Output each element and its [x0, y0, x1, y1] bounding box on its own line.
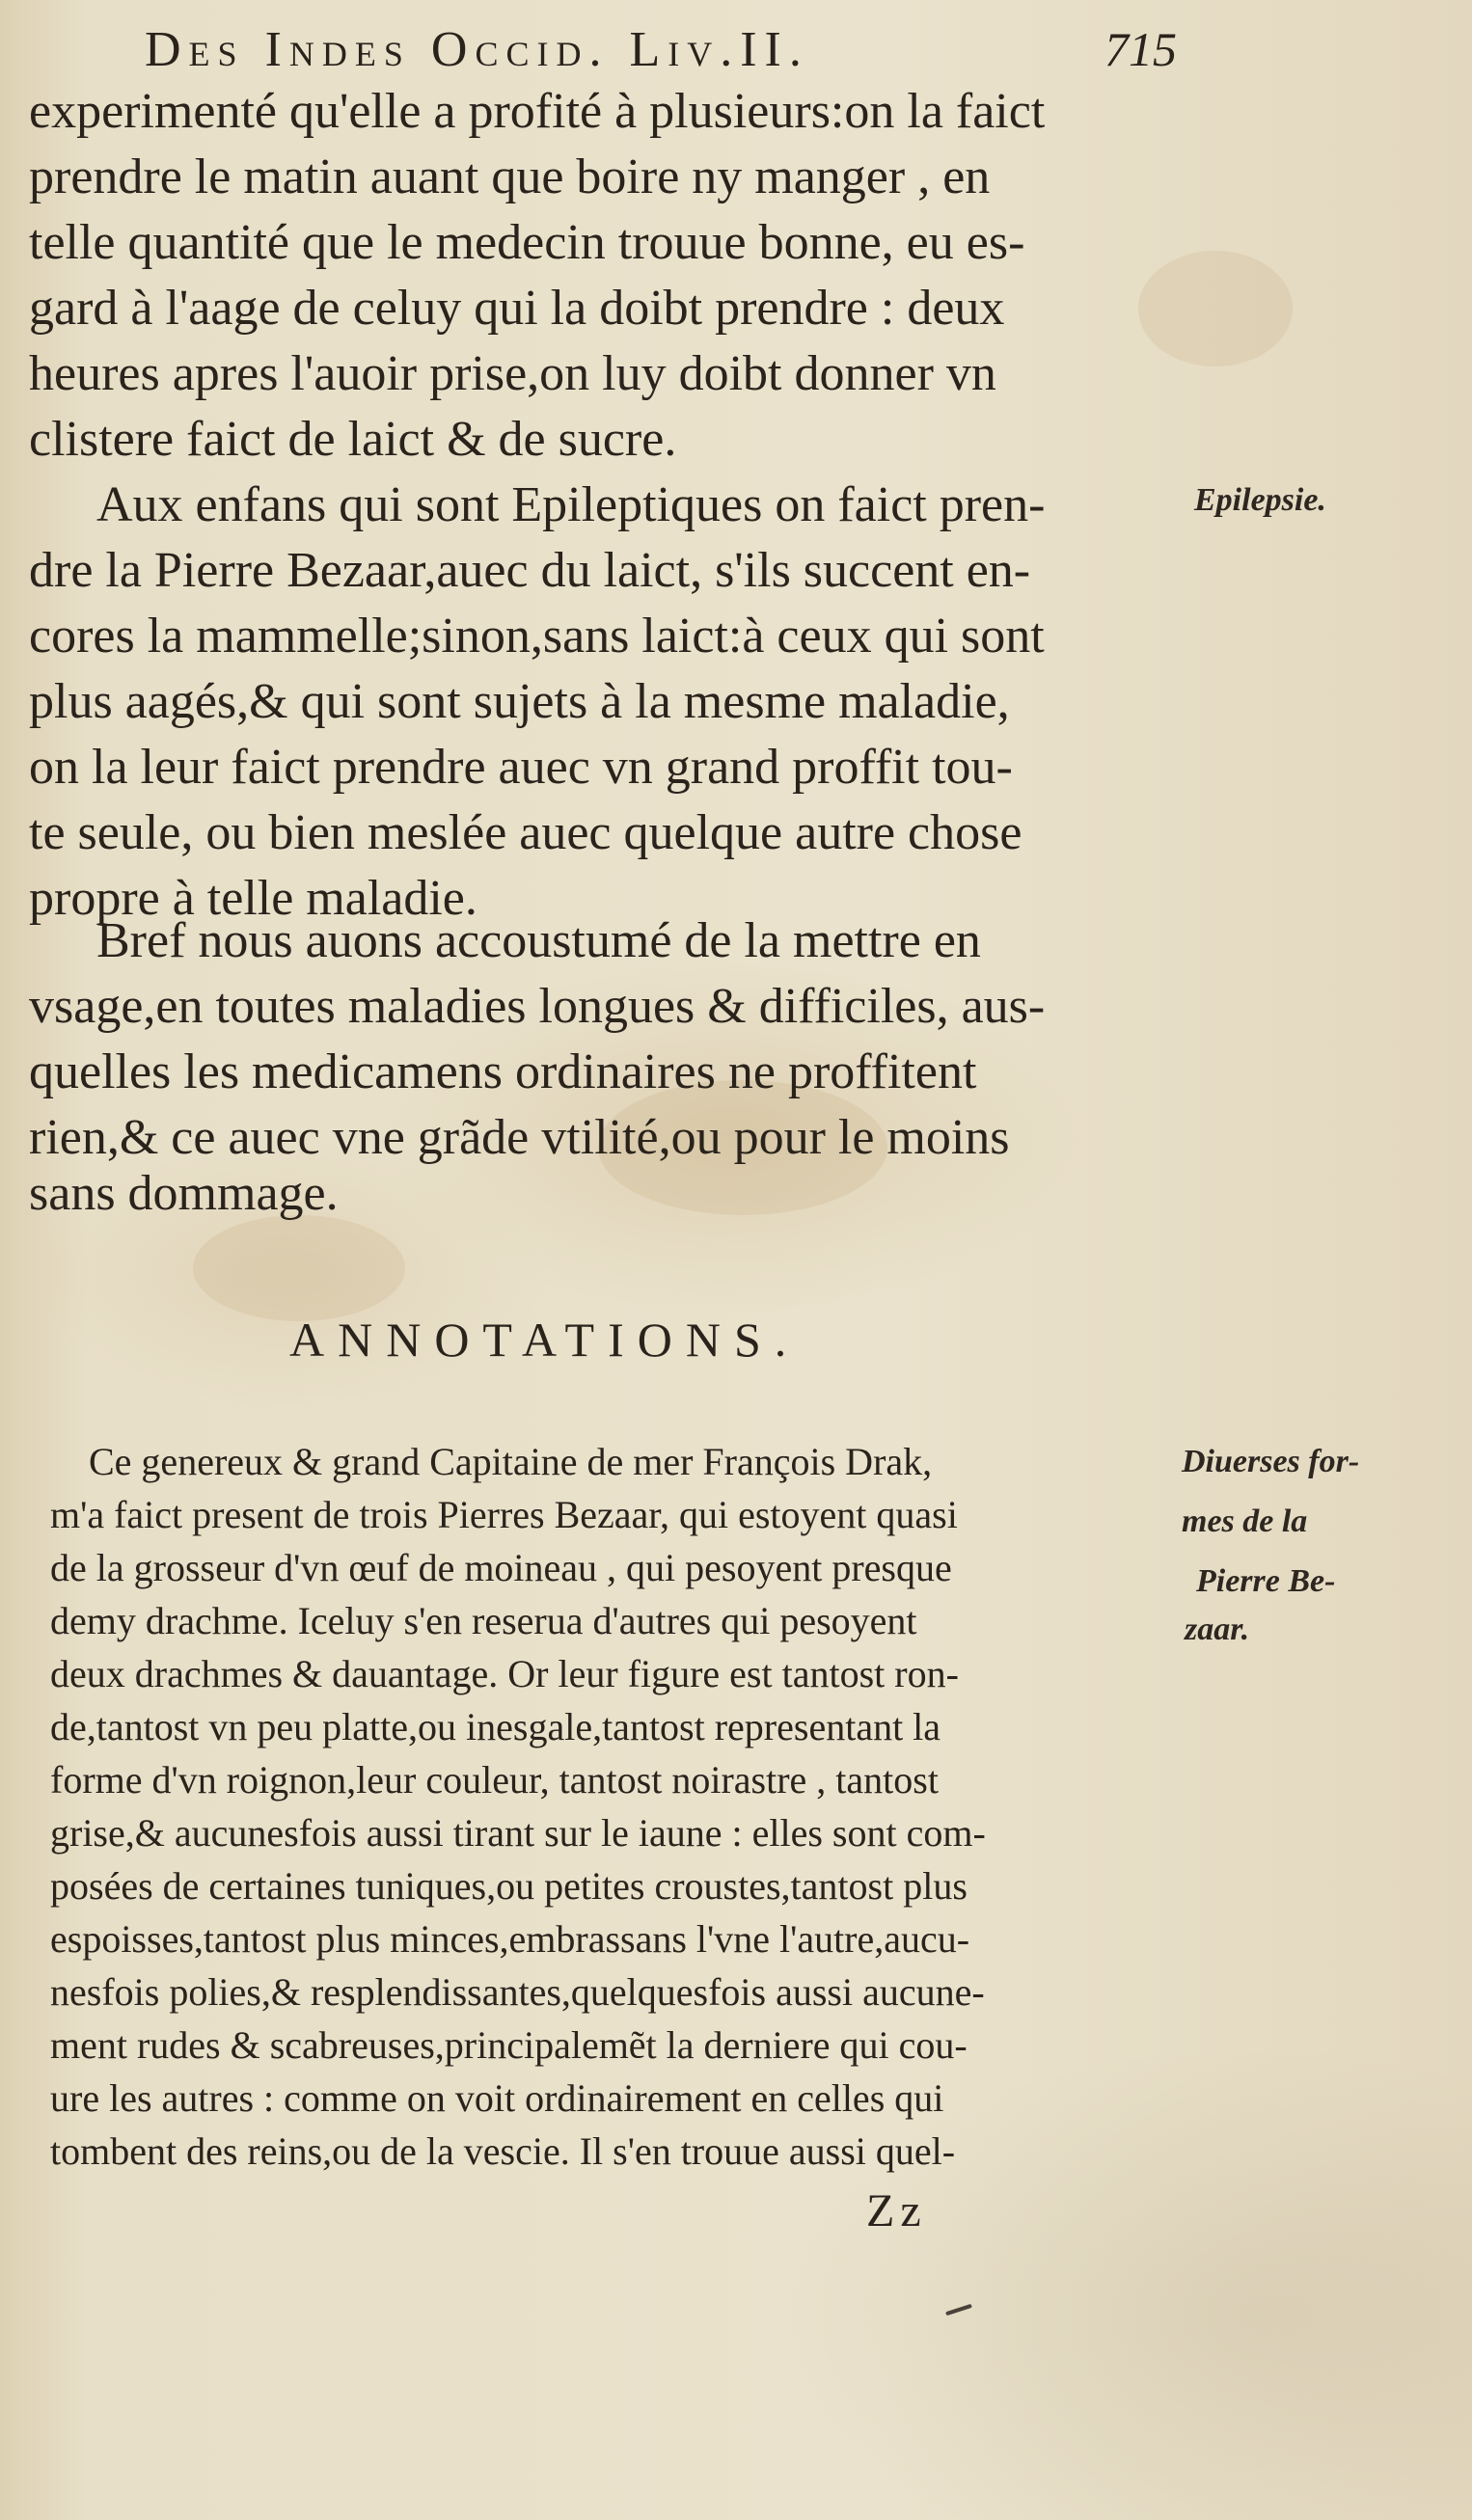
body-line: propre à telle maladie. — [29, 871, 477, 926]
annotation-line: demy drachme. Iceluy s'en reserua d'autres qui pesoyent — [50, 1599, 917, 1642]
body-line: quelles les medicamens ordinaires ne proffitent — [29, 1044, 977, 1099]
annotation-line: tombent des reins,ou de la vescie. Il s'en trouue aussi quel- — [50, 2129, 956, 2173]
body-line: Bref nous auons accoustumé de la mettre en — [96, 913, 981, 968]
margin-note-epilepsie: Epilepsie. — [1194, 482, 1326, 518]
water-stain — [193, 1215, 405, 1321]
annotation-line: nesfois polies,& resplendissantes,quelquesfois aussi aucune- — [50, 1970, 985, 2014]
body-line: dre la Pierre Bezaar,auec du laict, s'ils succent en- — [29, 543, 1031, 598]
annotation-line: grise,& aucunesfois aussi tirant sur le iaune : elles sont com- — [50, 1811, 986, 1855]
running-title: Des Indes Occid. Liv.II. — [145, 22, 809, 77]
body-line: cores la mammelle;sinon,sans laict:à ceux qui sont — [29, 609, 1045, 664]
body-line: te seule, ou bien meslée auec quelque autre chose — [29, 805, 1022, 860]
annotation-line: posées de certaines tuniques,ou petites croustes,tantost plus — [50, 1864, 968, 1908]
margin-note-diverses: Diuerses for- — [1182, 1444, 1360, 1479]
body-line: experimenté qu'elle a profité à plusieurs:on la faict — [29, 84, 1046, 139]
body-line: gard à l'aage de celuy qui la doibt prendre : deux — [29, 281, 1005, 336]
body-line: prendre le matin auant que boire ny manger , en — [29, 149, 991, 204]
body-line: sans dommage. — [29, 1166, 339, 1221]
annotations-heading: ANNOTATIONS. — [289, 1313, 801, 1367]
annotation-line: de la grosseur d'vn œuf de moineau , qui pesoyent presque — [50, 1546, 952, 1589]
annotation-line: Ce genereux & grand Capitaine de mer François Drak, — [89, 1440, 933, 1483]
body-line: on la leur faict prendre auec vn grand proffit tou- — [29, 740, 1013, 795]
body-line: heures apres l'auoir prise,on luy doibt donner vn — [29, 346, 996, 401]
body-line: vsage,en toutes maladies longues & difficiles, aus- — [29, 979, 1046, 1034]
annotation-line: m'a faict present de trois Pierres Bezaar, qui estoyent quasi — [50, 1493, 958, 1536]
annotation-line: deux drachmes & dauantage. Or leur figure est tantost ron- — [50, 1652, 959, 1695]
annotation-line: espoisses,tantost plus minces,embrassans l'vne l'autre,aucu- — [50, 1917, 970, 1961]
page-header — [145, 21, 1206, 81]
annotation-line: ure les autres : comme on voit ordinairement en celles qui — [50, 2076, 944, 2120]
body-line: rien,& ce auec vne grãde vtilité,ou pour le moins — [29, 1110, 1010, 1165]
annotation-line: de,tantost vn peu platte,ou inesgale,tantost representant la — [50, 1705, 941, 1748]
body-line: Aux enfans qui sont Epileptiques on faict pren- — [96, 477, 1046, 532]
margin-note-diverses: zaar. — [1185, 1612, 1250, 1647]
body-line: telle quantité que le medecin trouue bonne, eu es- — [29, 215, 1025, 270]
margin-note-diverses: Pierre Be- — [1196, 1563, 1336, 1599]
pencil-mark — [945, 2304, 972, 2316]
annotation-line: forme d'vn roignon,leur couleur, tantost noirastre , tantost — [50, 1758, 939, 1802]
margin-note-diverses: mes de la — [1182, 1504, 1308, 1539]
signature-mark: Zz — [866, 2185, 927, 2236]
annotation-line: ment rudes & scabreuses,principalemẽt la derniere qui cou- — [50, 2023, 968, 2067]
body-line: plus aagés,& qui sont sujets à la mesme maladie, — [29, 674, 1010, 729]
body-line: clistere faict de laict & de sucre. — [29, 412, 677, 467]
page-number: 715 — [1104, 22, 1177, 76]
